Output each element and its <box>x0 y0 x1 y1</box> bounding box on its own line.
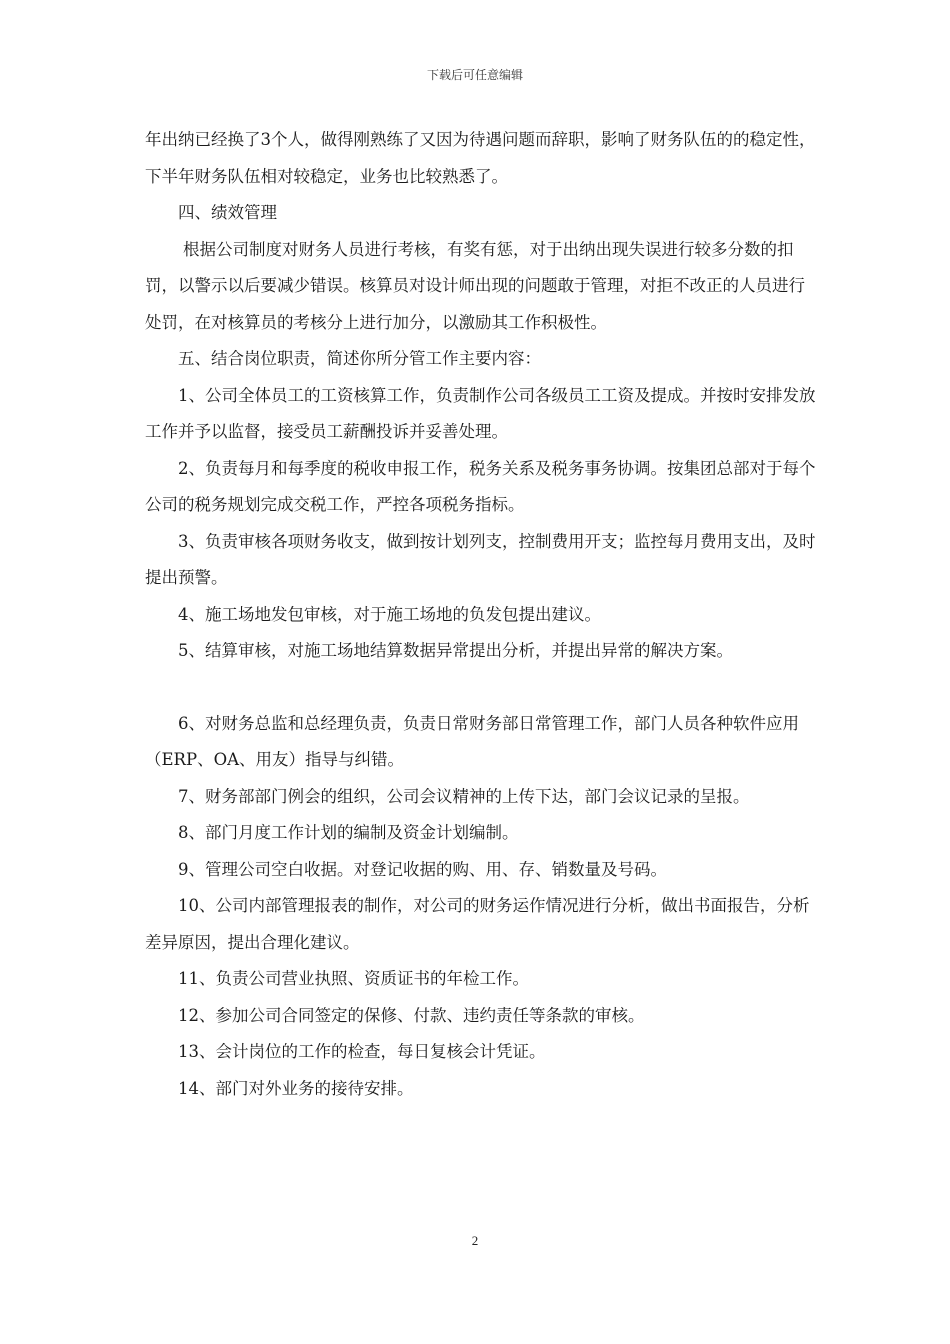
section-heading-performance: 四、绩效管理 <box>178 203 277 222</box>
list-item-12: 12、参加公司合同签定的保修、付款、违约责任等条款的审核。 <box>178 1005 645 1025</box>
section-heading-duties: 五、结合岗位职责，简述你所分管工作主要内容： <box>178 349 541 368</box>
list-item-1: 1、公司全体员工的工资核算工作，负责制作公司各级员工工资及提成。并按时安排发放工作并予以监督，接受员工薪酬投诉并妥善处理。 <box>145 385 816 441</box>
list-item-7: 7、财务部部门例会的组织，公司会议精神的上传下达，部门会议记录的呈报。 <box>178 786 750 806</box>
page-header: 下载后可任意编辑 <box>426 68 523 82</box>
list-item-8: 8、部门月度工作计划的编制及资金计划编制。 <box>178 823 519 842</box>
list-item-2: 2、负责每月和每季度的税收申报工作，税务关系及税务事务协调。按集团总部对于每个公司的税务规划完成交税工作，严控各项税务指标。 <box>145 458 816 514</box>
list-item-14: 14、部门对外业务的接待安排。 <box>178 1078 414 1098</box>
list-item-4: 4、施工场地发包审核，对于施工场地的负发包提出建议。 <box>178 604 601 624</box>
page-number: 2 <box>471 1233 479 1248</box>
list-item-11: 11、负责公司营业执照、资质证书的年检工作。 <box>178 969 529 988</box>
paragraph-performance: 根据公司制度对财务人员进行考核，有奖有惩，对于出纳出现失误进行较多分数的扣罚，以警示以后要减少错误。核算员对设计师出现的问题敢于管理，对拒不改正的人员进行处罚，在对核算员的考核分上进行加分，以激励其工作积极性。 <box>145 239 805 332</box>
list-item-3: 3、负责审核各项财务收支，做到按计划列支，控制费用开支；监控每月费用支出，及时提出预警。 <box>145 531 816 587</box>
document-body <box>145 122 820 1107</box>
list-item-6: 6、对财务总监和总经理负责，负责日常财务部日常管理工作，部门人员各种软件应用（ERP、OA、用友）指导与纠错。 <box>145 713 799 769</box>
blank-line <box>145 670 820 706</box>
list-item-13: 13、会计岗位的工作的检查，每日复核会计凭证。 <box>178 1042 546 1061</box>
list-item-10: 10、公司内部管理报表的制作，对公司的财务运作情况进行分析，做出书面报告，分析差异原因，提出合理化建议。 <box>145 896 810 952</box>
paragraph-continuation: 年出纳已经换了3个人，做得刚熟练了又因为待遇问题而辞职，影响了财务队伍的的稳定性，下半年财务队伍相对较稳定，业务也比较熟悉了。 <box>145 130 816 186</box>
list-item-9: 9、管理公司空白收据。对登记收据的购、用、存、销数量及号码。 <box>178 859 667 879</box>
list-item-5: 5、结算审核，对施工场地结算数据异常提出分析，并提出异常的解决方案。 <box>178 641 733 660</box>
